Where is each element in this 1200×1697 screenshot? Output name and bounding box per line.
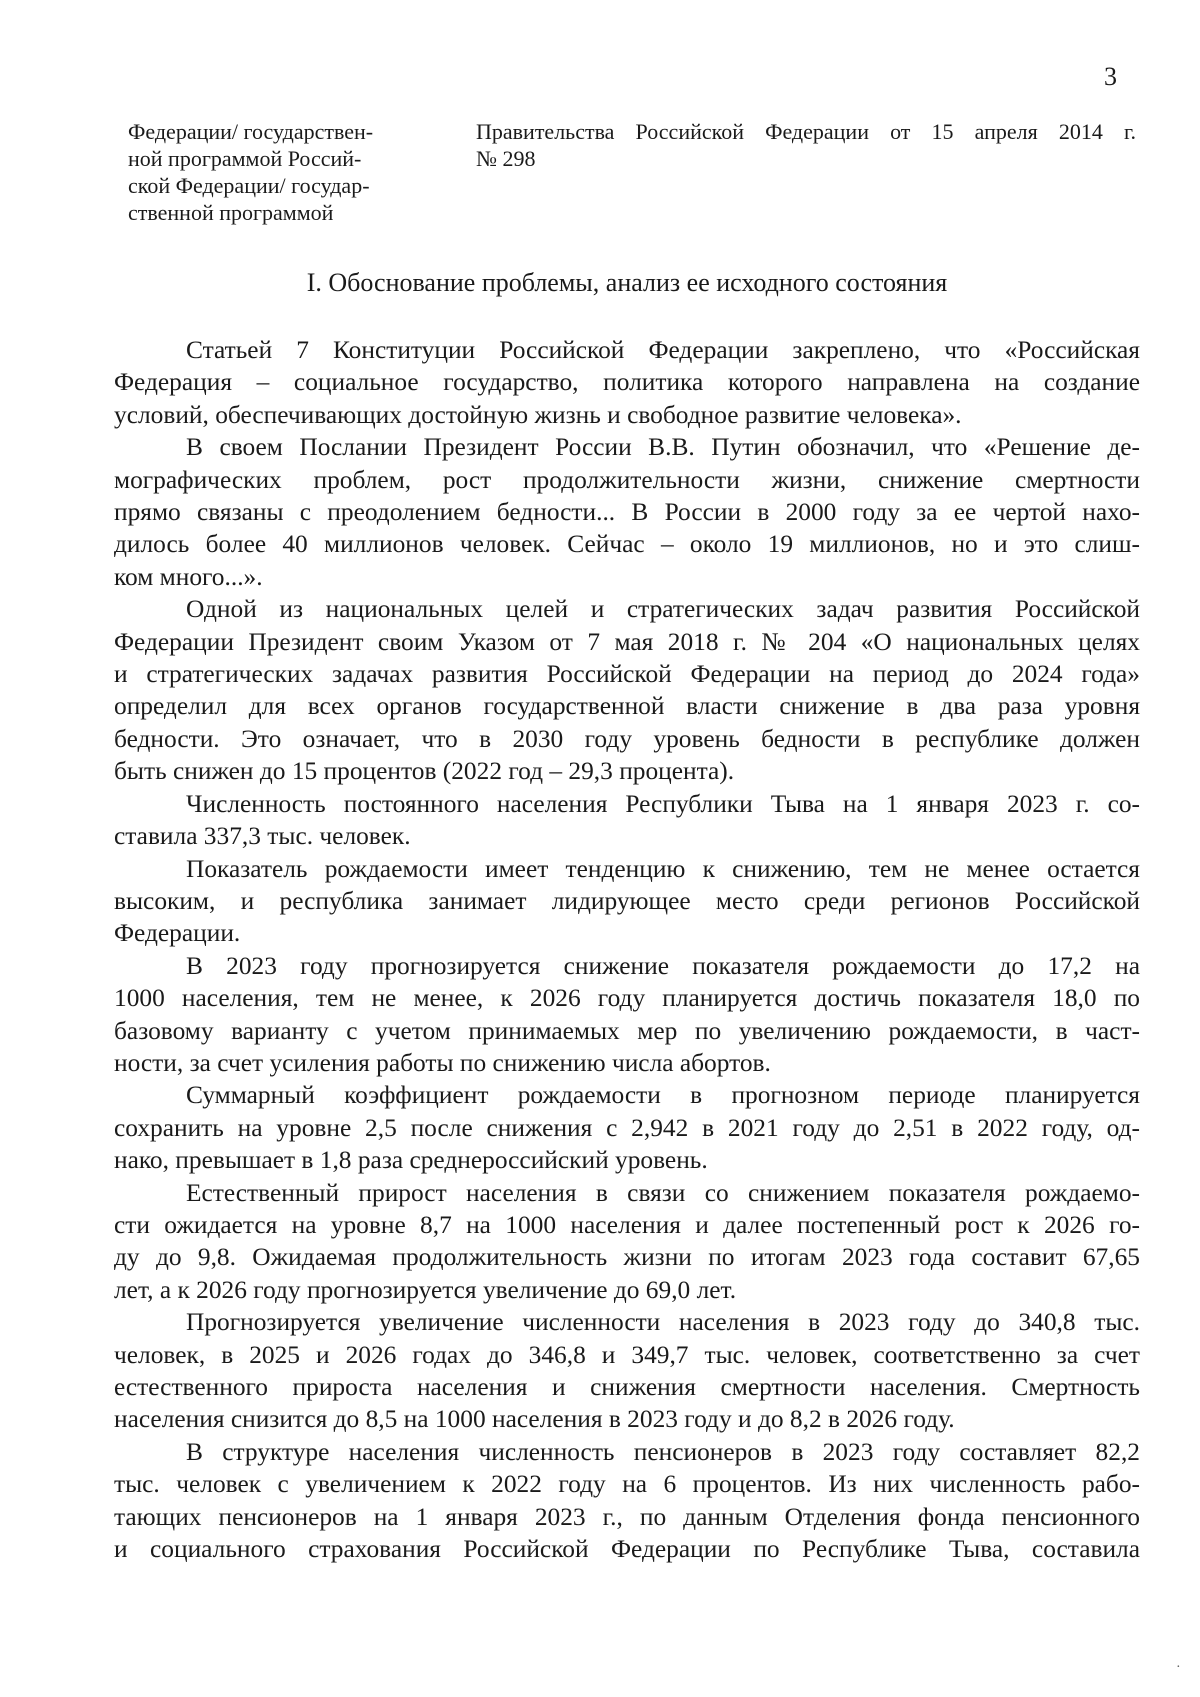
paragraph-line: Естественный прирост населения в связи со снижением показателя рождаемо- [186,1178,1140,1207]
table-left-line: ственной программой [128,200,334,225]
table-left-cell [128,118,428,226]
paragraph-line: естественного прироста населения и снижения смертности населения. Смертность [114,1373,1140,1401]
paragraph [114,1177,1140,1307]
paragraph-line: тыс. человек с увеличением к 2022 году на 6 процентов. Из них численность рабо- [114,1470,1140,1499]
paragraph-line: тающих пенсионеров на 1 января 2023 г., по данным Отделения фонда пенсионного [114,1502,1140,1531]
paragraph-line: базовому варианту с учетом принимаемых мер по увеличению рождаемости, в част- [114,1016,1140,1045]
section-heading: I. Обоснование проблемы, анализ ее исходного состояния [306,268,948,297]
paragraph-line: Суммарный коэффициент рождаемости в прогнозном периоде планируется [186,1081,1140,1110]
paragraph [114,431,1140,593]
table-right-cell [476,118,1136,172]
paragraph-line: ду до 9,8. Ожидаемая продолжительность жизни по итогам 2023 года составит 67,65 [114,1243,1140,1272]
paragraph-line: условий, обеспечивающих достойную жизнь и свободное развитие человека». [114,400,962,429]
paragraph [114,950,1140,1080]
paragraph [114,1436,1140,1566]
paragraph-line: ком много...». [114,562,263,591]
paragraph-line: мографических проблем, рост продолжительности жизни, снижение смертности [114,465,1140,494]
paragraph-line: человек, в 2025 и 2026 годах до 346,8 и 349,7 тыс. человек, соответственно за счет [114,1340,1140,1369]
paragraph-line: Федерации. [114,919,241,948]
paragraph [114,853,1140,950]
paragraph [114,1306,1140,1436]
paragraph-line: населения снизится до 8,5 на 1000 населения в 2023 году и до 8,2 в 2026 году. [114,1405,955,1434]
paragraph-line: бедности. Это означает, что в 2030 году уровень бедности в республике должен [114,724,1140,753]
paragraph [114,593,1140,787]
paragraph-line: и стратегических задачах развития Российской Федерации на период до 2024 года» [114,660,1140,689]
body-text [114,334,1140,1565]
paragraph-line: Федерация – социальное государство, политика которого направлена на создание [114,368,1140,397]
paragraph-line: Одной из национальных целей и стратегических задач развития Российской [186,595,1140,624]
paragraph-line: Численность постоянного населения Республики Тыва на 1 января 2023 г. со- [186,789,1140,818]
paragraph-line: дилось более 40 миллионов человек. Сейчас – около 19 миллионов, но и это слиш- [114,530,1140,559]
paragraph-line: определил для всех органов государственной власти снижение в два раза уровня [114,692,1140,721]
paragraph-line: ставила 337,3 тыс. человек. [114,822,411,851]
table-left-line: ной программой Россий- [128,146,362,171]
paragraph-line: Федерации Президент своим Указом от 7 мая 2018 г. № 204 «О национальных целях [114,627,1140,656]
paragraph [114,334,1140,431]
paragraph-line: и социального страхования Российской Федерации по Республике Тыва, составила [114,1535,1140,1564]
paragraph-line: лет, а к 2026 году прогнозируется увеличение до 69,0 лет. [114,1275,737,1304]
page-number: 3 [1104,62,1117,91]
paragraph-line: Статьей 7 Конституции Российской Федерации закреплено, что «Российская [186,336,1140,364]
paragraph-line: сохранить на уровне 2,5 после снижения с 2,942 в 2021 году до 2,51 в 2022 году, од- [114,1113,1140,1142]
paragraph-line: Прогнозируется увеличение численности населения в 2023 году до 340,8 тыс. [186,1308,1140,1337]
paragraph-line: сти ожидается на уровне 8,7 на 1000 населения и далее постепенный рост к 2026 го- [114,1210,1140,1239]
scan-mark: · [1176,1660,1181,1675]
paragraph-line: В 2023 году прогнозируется снижение показателя рождаемости до 17,2 на [186,951,1140,980]
paragraph-line: нако, превышает в 1,8 раза среднероссийский уровень. [114,1146,708,1175]
paragraph [114,788,1140,853]
table-left-line: Федерации/ государствен- [128,119,374,144]
paragraph-line: ности, за счет усиления работы по снижению числа абортов. [114,1048,771,1077]
table-right-line: № 298 [476,146,536,171]
paragraph-line: прямо связаны с преодолением бедности... В России в 2000 году за ее чертой нахо- [114,498,1140,527]
paragraph [114,1079,1140,1176]
table-left-line: ской Федерации/ государ- [128,173,370,198]
paragraph-line: В своем Послании Президент России В.В. Путин обозначил, что «Решение де- [186,433,1140,462]
paragraph-line: высоким, и республика занимает лидирующее место среди регионов Российской [114,886,1140,915]
paragraph-line: быть снижен до 15 процентов (2022 год – 29,3 процента). [114,757,735,786]
paragraph-line: 1000 населения, тем не менее, к 2026 году планируется достичь показателя 18,0 по [114,984,1140,1013]
table-right-line: Правительства Российской Федерации от 15 апреля 2014 г. [476,119,1136,144]
paragraph-line: Показатель рождаемости имеет тенденцию к снижению, тем не менее остается [186,854,1140,883]
paragraph-line: В структуре населения численность пенсионеров в 2023 году составляет 82,2 [186,1437,1140,1466]
